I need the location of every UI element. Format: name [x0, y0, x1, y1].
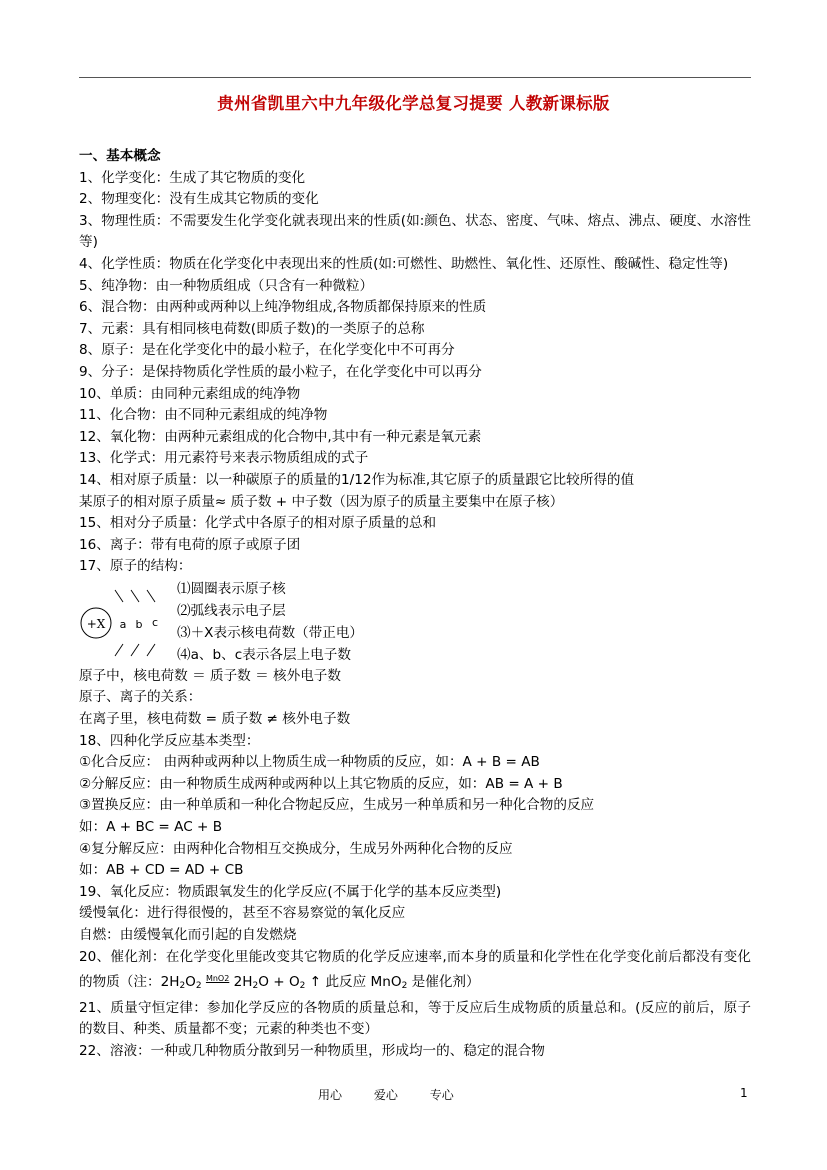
- list-item: 原子中，核电荷数 ＝ 质子数 ＝ 核外电子数: [79, 667, 341, 684]
- note-line: ⑶＋X表示核电荷数（带正电）: [177, 624, 364, 641]
- list-item: 19、氧化反应：物质跟氧发生的化学反应(不属于化学的基本反应类型): [79, 883, 502, 900]
- list-item: 某原子的相对原子质量≈ 质子数 + 中子数（因为原子的质量主要集中在原子核）: [79, 493, 564, 510]
- nucleus-label: +X: [86, 616, 106, 631]
- list-item: 在离子里，核电荷数 = 质子数 ≠ 核外电子数: [79, 711, 351, 728]
- list-item: ①化合反应： 由两种或两种以上物质生成一种物质的反应，如：A + B = AB: [79, 754, 540, 771]
- list-item: 9、分子：是保持物质化学性质的最小粒子，在化学变化中可以再分: [79, 363, 482, 380]
- header-rule: [79, 77, 751, 78]
- shell-arc: [115, 590, 123, 602]
- shell-arc: [147, 644, 155, 656]
- shell-arc: [147, 590, 155, 602]
- shell-arc: [131, 590, 139, 602]
- atom-diagram: [79, 584, 171, 662]
- list-item: 12、氧化物：由两种元素组成的化合物中,其中有一种元素是氧元素: [79, 428, 482, 445]
- catalyst-label: MnO2: [205, 974, 230, 984]
- note-line: ⑷a、b、c表示各层上电子数: [177, 646, 351, 663]
- footer-word: 爱心: [373, 1088, 398, 1102]
- list-item: 10、单质：由同种元素组成的纯净物: [79, 385, 301, 402]
- note-line: ⑴圆圈表示原子核: [177, 580, 286, 597]
- equation: $2H_2O_2$ $^{MnO2}$ $2H_2O + O_2$ ↑: [160, 974, 322, 992]
- atom-notes: [177, 578, 363, 666]
- footer-word: 用心: [318, 1088, 343, 1102]
- list-item: 11、化合物：由不同种元素组成的纯净物: [79, 407, 328, 424]
- page-number: 1: [740, 1086, 748, 1100]
- shell-label: b: [135, 617, 143, 631]
- note-line: ⑵弧线表示电子层: [177, 602, 286, 619]
- list-item: 4、化学性质：物质在化学变化中表现出来的性质(如:可燃性、助燃性、氧化性、还原性、酸碱性、稳定性等): [79, 255, 729, 272]
- list-item: 15、相对分子质量：化学式中各原子的相对原子质量的总和: [79, 515, 437, 532]
- document-body: [79, 146, 751, 1063]
- section-heading: 一、基本概念: [79, 148, 161, 164]
- list-item: 1、化学变化：生成了其它物质的变化: [79, 169, 306, 186]
- document-title: 贵州省凯里六中九年级化学总复习提要 人教新课标版: [217, 94, 610, 113]
- list-item: 17、原子的结构：: [79, 558, 192, 575]
- footer-word: 专心: [429, 1088, 454, 1102]
- list-item: 3、物理性质：不需要发生化学变化就表现出来的性质(如:颜色、状态、密度、气味、熔点、沸点、硬度、水溶性等): [79, 212, 751, 251]
- list-item: 2、物理变化：没有生成其它物质的变化: [79, 191, 319, 208]
- catalyst-text: 20、催化剂：在化学变化里能改变其它物质的化学反应速率,而本身的质量和化学性在化学变化前后都没有变化的物质（注：: [79, 948, 751, 991]
- list-item: 原子、离子的关系：: [79, 689, 202, 706]
- list-item: 自燃：由缓慢氧化而引起的自发燃烧: [79, 927, 297, 943]
- gas-arrow: ↑: [309, 974, 322, 991]
- list-item: 如：A + BC = AC + B: [79, 819, 223, 836]
- list-item: 5、纯净物：由一种物质组成（只含有一种微粒）: [79, 277, 374, 294]
- atom-structure-figure: [79, 578, 751, 666]
- list-item: 22、溶液：一种或几种物质分散到另一种物质里，形成均一的、稳定的混合物: [79, 1042, 545, 1059]
- shell-arc: [115, 644, 123, 656]
- list-item: 14、相对原子质量：以一种碳原子的质量的1/12作为标准,其它原子的质量跟它比较所得的值: [79, 471, 635, 488]
- footer-slogan: [318, 1086, 482, 1103]
- shell-arc: [131, 644, 139, 656]
- list-item-catalyst: 20、催化剂：在化学变化里能改变其它物质的化学反应速率,而本身的质量和化学性在化学变化前后都没有变化的物质（注：$2H_2O_2$ $^{MnO2}$ $2H_2O + O_2$ ↑ 此反应 MnO$_2$ 是催化剂）: [79, 948, 751, 992]
- shell-label: c: [151, 615, 159, 629]
- list-item: 13、化学式：用元素符号来表示物质组成的式子: [79, 450, 369, 467]
- list-item: 7、元素：具有相同核电荷数(即质子数)的一类原子的总称: [79, 320, 425, 337]
- list-item: ②分解反应：由一种物质生成两种或两种以上其它物质的反应，如：AB = A + B: [79, 775, 563, 792]
- list-item: 如：AB + CD = AD + CB: [79, 862, 244, 879]
- list-item: 8、原子：是在化学变化中的最小粒子，在化学变化中不可再分: [79, 342, 455, 359]
- list-item: 21、质量守恒定律：参加化学反应的各物质的质量总和，等于反应后生成物质的质量总和。(反应的前后，原子的数目、种类、质量都不变；元素的种类也不变）: [79, 999, 751, 1038]
- list-item: ③置换反应：由一种单质和一种化合物起反应，生成另一种单质和另一种化合物的反应: [79, 797, 595, 814]
- list-item: 18、四种化学反应基本类型：: [79, 732, 260, 749]
- list-item: 6、混合物：由两种或两种以上纯净物组成,各物质都保持原来的性质: [79, 299, 487, 316]
- list-item: 缓慢氧化：进行得很慢的，甚至不容易察觉的氧化反应: [79, 905, 406, 922]
- list-item: 16、离子：带有电荷的原子或原子团: [79, 536, 301, 553]
- shell-label: a: [119, 617, 127, 631]
- list-item: ④复分解反应：由两种化合物相互交换成分，生成另外两种化合物的反应: [79, 840, 513, 857]
